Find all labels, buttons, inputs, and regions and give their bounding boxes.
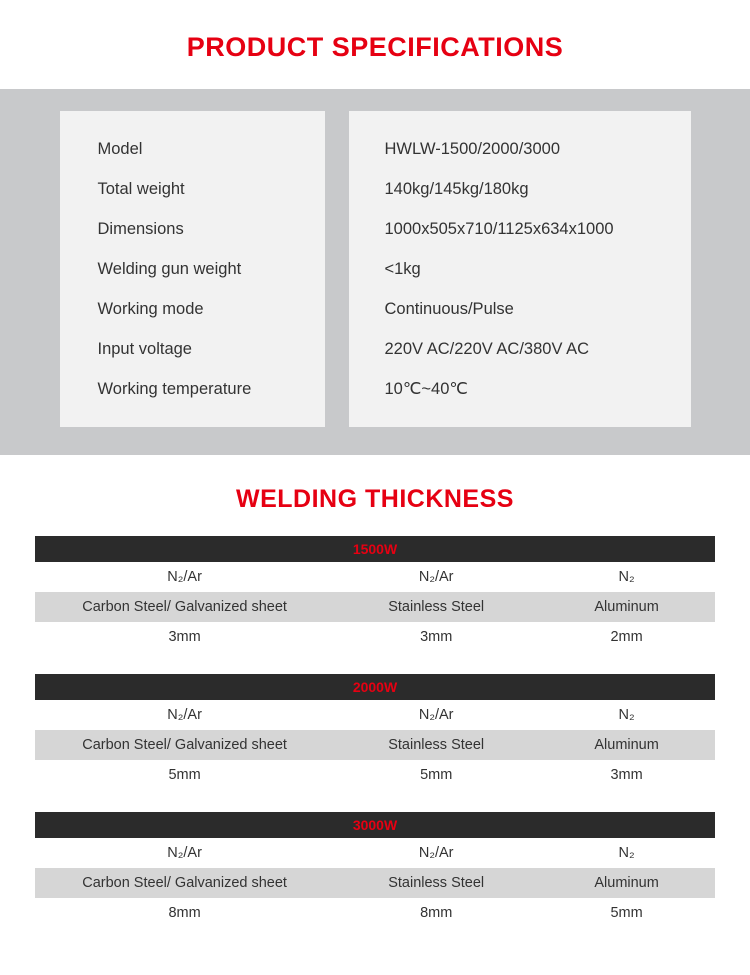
specifications-band	[0, 89, 750, 455]
thickness-cell: 5mm	[334, 760, 538, 790]
spec-value: 220V AC/220V AC/380V AC	[384, 340, 590, 358]
material-cell: Stainless Steel	[334, 868, 538, 898]
thickness-cell: 2mm	[538, 622, 715, 652]
thickness-cell: 3mm	[334, 622, 538, 652]
table-row	[35, 592, 715, 622]
table-row	[35, 868, 715, 898]
table-row	[35, 898, 715, 928]
gas-cell: N₂	[538, 562, 715, 592]
spec-value: 140kg/145kg/180kg	[384, 180, 529, 198]
spec-label: Input voltage	[97, 340, 192, 358]
thickness-table	[35, 838, 715, 928]
material-cell: Aluminum	[538, 868, 715, 898]
table-row	[35, 622, 715, 652]
spec-value: 1000x505x710/1125x634x1000	[384, 220, 614, 238]
gas-cell: N₂/Ar	[35, 838, 334, 868]
thickness-cell: 5mm	[35, 760, 334, 790]
thickness-block-1500w	[35, 536, 715, 652]
power-header: 2000W	[35, 674, 715, 700]
power-header: 3000W	[35, 812, 715, 838]
spec-label: Model	[97, 140, 143, 158]
gas-cell: N₂/Ar	[35, 700, 334, 730]
spec-label: Total weight	[97, 180, 185, 198]
spec-label: Dimensions	[97, 220, 184, 238]
spec-value: Continuous/Pulse	[384, 300, 514, 318]
table-row	[35, 760, 715, 790]
thickness-cell: 8mm	[334, 898, 538, 928]
thickness-cell: 8mm	[35, 898, 334, 928]
material-cell: Stainless Steel	[334, 592, 538, 622]
material-cell: Carbon Steel/ Galvanized sheet	[35, 868, 334, 898]
thickness-cell: 3mm	[538, 760, 715, 790]
gas-cell: N₂/Ar	[334, 838, 538, 868]
material-cell: Stainless Steel	[334, 730, 538, 760]
thickness-table	[35, 700, 715, 790]
thickness-cell: 5mm	[538, 898, 715, 928]
spec-label: Welding gun weight	[97, 260, 242, 278]
material-cell: Aluminum	[538, 592, 715, 622]
spec-value: HWLW-1500/2000/3000	[384, 140, 560, 158]
specification-values-box	[349, 111, 691, 427]
gas-cell: N₂/Ar	[35, 562, 334, 592]
table-row	[35, 700, 715, 730]
specification-labels-box	[60, 111, 325, 427]
table-row	[35, 730, 715, 760]
material-cell: Carbon Steel/ Galvanized sheet	[35, 592, 334, 622]
welding-thickness-title: WELDING THICKNESS	[236, 485, 514, 513]
page-title: PRODUCT SPECIFICATIONS	[186, 32, 564, 62]
thickness-block-2000w	[35, 674, 715, 790]
spec-value: <1kg	[384, 260, 421, 278]
material-cell: Carbon Steel/ Galvanized sheet	[35, 730, 334, 760]
spec-value: 10℃~40℃	[384, 380, 468, 398]
gas-cell: N₂	[538, 838, 715, 868]
thickness-block-3000w	[35, 812, 715, 928]
table-row	[35, 838, 715, 868]
material-cell: Aluminum	[538, 730, 715, 760]
thickness-cell: 3mm	[35, 622, 334, 652]
spec-label: Working mode	[97, 300, 204, 318]
gas-cell: N₂	[538, 700, 715, 730]
specifications-panel	[0, 111, 750, 427]
gas-cell: N₂/Ar	[334, 700, 538, 730]
gas-cell: N₂/Ar	[334, 562, 538, 592]
power-header: 1500W	[35, 536, 715, 562]
table-row	[35, 562, 715, 592]
spec-label: Working temperature	[97, 380, 252, 398]
thickness-table	[35, 562, 715, 652]
